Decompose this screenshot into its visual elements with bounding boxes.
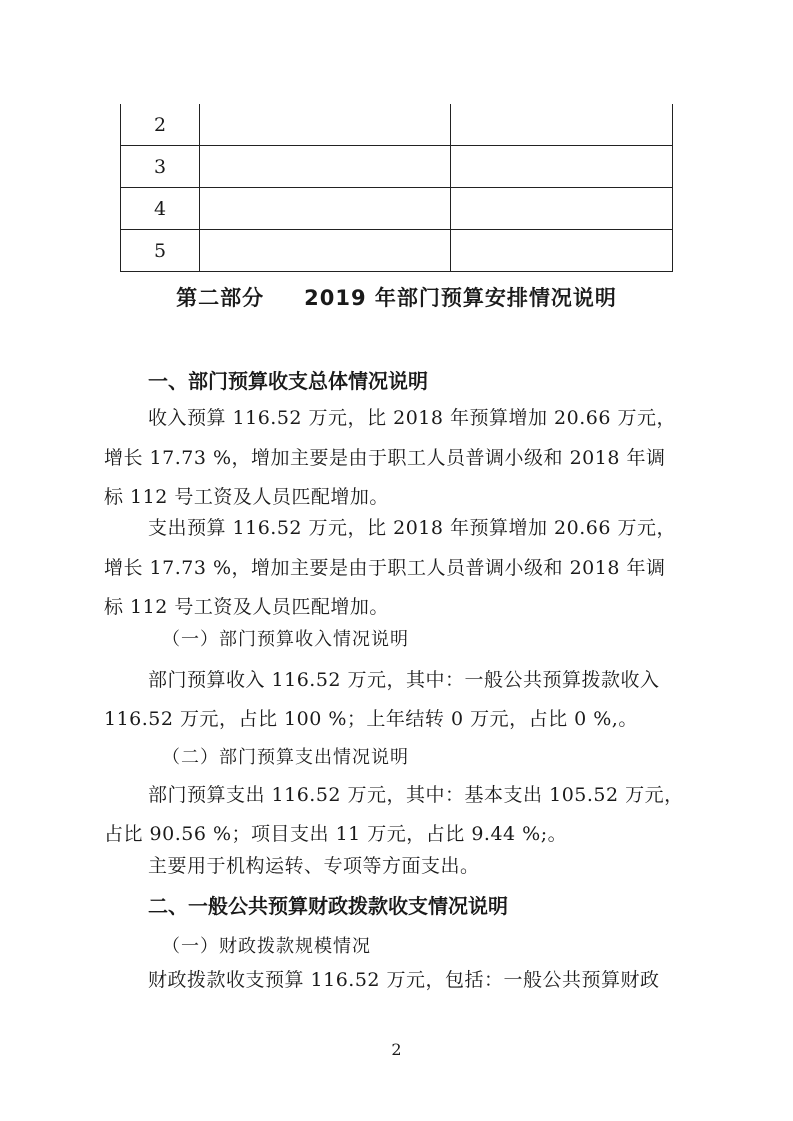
table-row	[121, 230, 673, 272]
part-title-text: 2019 年部门预算安排情况说明	[304, 286, 617, 310]
table-cell	[200, 230, 451, 272]
paragraph-line: 增长 17.73 %，增加主要是由于职工人员普调小级和 2018 年调	[104, 557, 666, 579]
section1-heading: 一、部门预算收支总体情况说明	[148, 369, 428, 393]
paragraph-line: 主要用于机构运转、专项等方面支出。	[148, 855, 480, 877]
paragraph-line: 增长 17.73 %，增加主要是由于职工人员普调小级和 2018 年调	[104, 447, 666, 469]
continuation-table	[120, 104, 673, 272]
section2-sub1-heading: （一）财政拨款规模情况	[162, 936, 371, 957]
row-number: 4	[121, 188, 200, 230]
table-cell	[200, 188, 451, 230]
paragraph-line: 支出预算 116.52 万元，比 2018 年预算增加 20.66 万元，	[148, 517, 676, 539]
table-row	[121, 188, 673, 230]
table-cell	[451, 146, 673, 188]
paragraph-line: 财政拨款收支预算 116.52 万元，包括：一般公共预算财政	[148, 969, 660, 991]
part-title	[0, 282, 793, 312]
paragraph-line: 标 112 号工资及人员匹配增加。	[104, 486, 389, 508]
section2-heading: 二、一般公共预算财政拨款收支情况说明	[148, 894, 508, 918]
row-number: 5	[121, 230, 200, 272]
row-number: 2	[121, 104, 200, 146]
paragraph-line: 收入预算 116.52 万元，比 2018 年预算增加 20.66 万元，	[148, 407, 676, 429]
table-row	[121, 146, 673, 188]
page-number: 2	[391, 1040, 402, 1059]
part-title-label: 第二部分	[176, 286, 265, 310]
paragraph-line: 部门预算支出 116.52 万元，其中：基本支出 105.52 万元，	[148, 784, 684, 806]
paragraph-line: 占比 90.56 %；项目支出 11 万元，占比 9.44 %;。	[104, 823, 568, 845]
section1-sub1-heading: （一）部门预算收入情况说明	[162, 629, 409, 650]
table-row	[121, 104, 673, 146]
table-cell	[200, 104, 451, 146]
paragraph-line: 部门预算收入 116.52 万元，其中：一般公共预算拨款收入	[148, 669, 660, 691]
paragraph-line: 标 112 号工资及人员匹配增加。	[104, 596, 389, 618]
table-cell	[451, 104, 673, 146]
paragraph-line: 116.52 万元，占比 100 %；上年结转 0 万元，占比 0 %,。	[104, 708, 638, 730]
section1-sub2-heading: （二）部门预算支出情况说明	[162, 747, 409, 768]
table-cell	[200, 146, 451, 188]
row-number: 3	[121, 146, 200, 188]
table-cell	[451, 188, 673, 230]
table-cell	[451, 230, 673, 272]
